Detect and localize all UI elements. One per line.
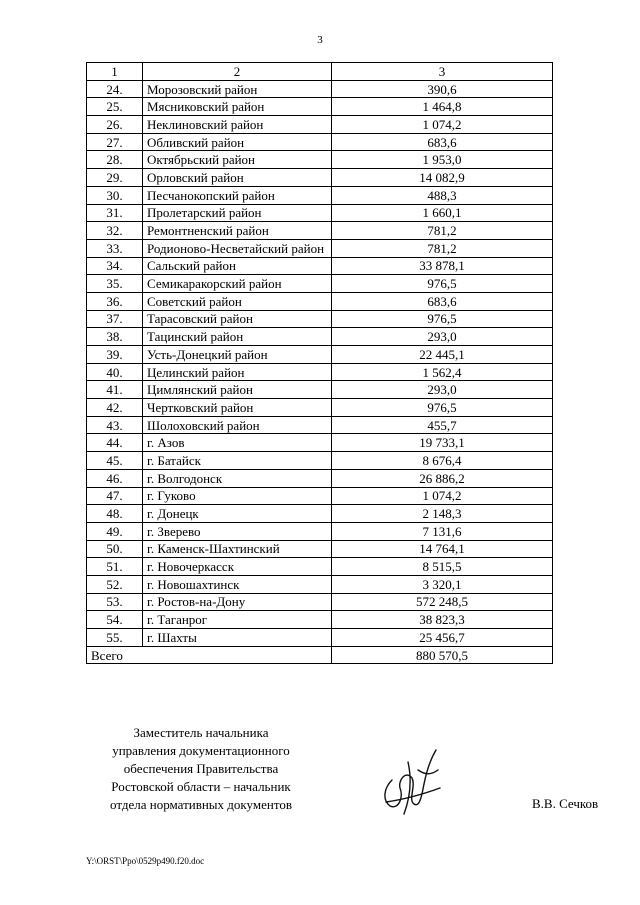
table-row	[87, 611, 553, 629]
table-row	[87, 116, 553, 134]
table-row	[87, 505, 553, 523]
table-row	[87, 575, 553, 593]
row-name: Неклиновский район	[143, 116, 332, 134]
row-number: 27.	[87, 133, 143, 151]
row-name: Чертковский район	[143, 399, 332, 417]
row-number: 43.	[87, 416, 143, 434]
row-value: 33 878,1	[332, 257, 553, 275]
row-value: 1 464,8	[332, 98, 553, 116]
row-name: г. Каменск-Шахтинский	[143, 540, 332, 558]
row-value: 781,2	[332, 239, 553, 257]
table-header-row	[87, 63, 553, 81]
row-number: 44.	[87, 434, 143, 452]
signature-title-block	[96, 724, 306, 814]
title-line: отдела нормативных документов	[110, 797, 292, 812]
header-col-3: 3	[332, 63, 553, 81]
title-line: Заместитель начальника	[133, 725, 269, 740]
total-label: Всего	[87, 646, 332, 664]
table-row	[87, 239, 553, 257]
table-row	[87, 452, 553, 470]
row-number: 25.	[87, 98, 143, 116]
row-value: 976,5	[332, 275, 553, 293]
row-value: 2 148,3	[332, 505, 553, 523]
row-name: Советский район	[143, 292, 332, 310]
row-number: 24.	[87, 80, 143, 98]
row-number: 38.	[87, 328, 143, 346]
row-number: 28.	[87, 151, 143, 169]
row-name: г. Шахты	[143, 629, 332, 647]
row-name: Шолоховский район	[143, 416, 332, 434]
total-value: 880 570,5	[332, 646, 553, 664]
row-value: 1 562,4	[332, 363, 553, 381]
row-number: 52.	[87, 575, 143, 593]
row-number: 54.	[87, 611, 143, 629]
row-name: Пролетарский район	[143, 204, 332, 222]
table-row	[87, 540, 553, 558]
table-row	[87, 151, 553, 169]
row-value: 976,5	[332, 310, 553, 328]
table-row	[87, 169, 553, 187]
row-name: г. Волгодонск	[143, 469, 332, 487]
row-name: г. Новошахтинск	[143, 575, 332, 593]
row-number: 45.	[87, 452, 143, 470]
row-value: 293,0	[332, 381, 553, 399]
title-line: управления документационного	[112, 743, 290, 758]
table-row	[87, 416, 553, 434]
row-number: 39.	[87, 346, 143, 364]
row-number: 34.	[87, 257, 143, 275]
row-number: 40.	[87, 363, 143, 381]
row-number: 31.	[87, 204, 143, 222]
title-line: Ростовской области – начальник	[111, 779, 291, 794]
row-name: г. Таганрог	[143, 611, 332, 629]
row-name: Октябрьский район	[143, 151, 332, 169]
table-row	[87, 80, 553, 98]
row-value: 293,0	[332, 328, 553, 346]
table-row	[87, 310, 553, 328]
row-name: Сальский район	[143, 257, 332, 275]
table-row	[87, 98, 553, 116]
row-value: 25 456,7	[332, 629, 553, 647]
row-value: 390,6	[332, 80, 553, 98]
row-number: 26.	[87, 116, 143, 134]
table-row	[87, 522, 553, 540]
table-row	[87, 558, 553, 576]
header-col-1: 1	[87, 63, 143, 81]
table-row	[87, 257, 553, 275]
row-number: 42.	[87, 399, 143, 417]
row-number: 30.	[87, 186, 143, 204]
handwritten-signature	[378, 740, 448, 818]
row-number: 41.	[87, 381, 143, 399]
table-row	[87, 222, 553, 240]
page-number: 3	[317, 34, 323, 46]
row-name: г. Батайск	[143, 452, 332, 470]
row-value: 14 764,1	[332, 540, 553, 558]
row-name: г. Гуково	[143, 487, 332, 505]
row-value: 26 886,2	[332, 469, 553, 487]
signer-name: В.В. Сечков	[532, 796, 599, 811]
row-number: 37.	[87, 310, 143, 328]
file-path: Y:\ORST\Ppo\0529p490.f20.doc	[86, 856, 205, 866]
row-name: Тацинский район	[143, 328, 332, 346]
table-row	[87, 363, 553, 381]
row-value: 8 676,4	[332, 452, 553, 470]
row-value: 572 248,5	[332, 593, 553, 611]
row-value: 1 660,1	[332, 204, 553, 222]
row-number: 49.	[87, 522, 143, 540]
row-number: 33.	[87, 239, 143, 257]
row-value: 976,5	[332, 399, 553, 417]
table-row	[87, 133, 553, 151]
total-row	[87, 646, 553, 664]
row-number: 55.	[87, 629, 143, 647]
row-value: 488,3	[332, 186, 553, 204]
row-name: Морозовский район	[143, 80, 332, 98]
row-value: 1 074,2	[332, 116, 553, 134]
table-row	[87, 469, 553, 487]
row-number: 51.	[87, 558, 143, 576]
table-row	[87, 434, 553, 452]
row-name: Тарасовский район	[143, 310, 332, 328]
row-name: г. Ростов-на-Дону	[143, 593, 332, 611]
row-value: 8 515,5	[332, 558, 553, 576]
table-row	[87, 487, 553, 505]
table-row	[87, 399, 553, 417]
table-row	[87, 204, 553, 222]
row-value: 19 733,1	[332, 434, 553, 452]
row-number: 35.	[87, 275, 143, 293]
title-line: обеспечения Правительства	[123, 761, 279, 776]
row-name: Целинский район	[143, 363, 332, 381]
row-name: Родионово-Несветайский район	[143, 239, 332, 257]
table-row	[87, 381, 553, 399]
row-value: 3 320,1	[332, 575, 553, 593]
data-table	[86, 62, 553, 664]
row-number: 48.	[87, 505, 143, 523]
row-name: Орловский район	[143, 169, 332, 187]
row-value: 14 082,9	[332, 169, 553, 187]
row-value: 38 823,3	[332, 611, 553, 629]
row-number: 32.	[87, 222, 143, 240]
row-name: Усть-Донецкий район	[143, 346, 332, 364]
row-number: 46.	[87, 469, 143, 487]
row-value: 22 445,1	[332, 346, 553, 364]
row-value: 7 131,6	[332, 522, 553, 540]
row-number: 36.	[87, 292, 143, 310]
row-name: Семикаракорский район	[143, 275, 332, 293]
row-name: Мясниковский район	[143, 98, 332, 116]
row-number: 47.	[87, 487, 143, 505]
table-row	[87, 346, 553, 364]
table-row	[87, 186, 553, 204]
row-name: г. Новочеркасск	[143, 558, 332, 576]
table-row	[87, 292, 553, 310]
row-name: г. Азов	[143, 434, 332, 452]
row-value: 683,6	[332, 133, 553, 151]
table-row	[87, 593, 553, 611]
row-name: Цимлянский район	[143, 381, 332, 399]
table-row	[87, 328, 553, 346]
row-number: 53.	[87, 593, 143, 611]
table-row	[87, 275, 553, 293]
row-name: Ремонтненский район	[143, 222, 332, 240]
row-value: 1 074,2	[332, 487, 553, 505]
header-col-2: 2	[143, 63, 332, 81]
row-number: 29.	[87, 169, 143, 187]
row-value: 781,2	[332, 222, 553, 240]
row-name: Обливский район	[143, 133, 332, 151]
row-name: г. Донецк	[143, 505, 332, 523]
row-name: г. Зверево	[143, 522, 332, 540]
row-name: Песчанокопский район	[143, 186, 332, 204]
row-value: 1 953,0	[332, 151, 553, 169]
row-value: 683,6	[332, 292, 553, 310]
row-value: 455,7	[332, 416, 553, 434]
table-row	[87, 629, 553, 647]
row-number: 50.	[87, 540, 143, 558]
